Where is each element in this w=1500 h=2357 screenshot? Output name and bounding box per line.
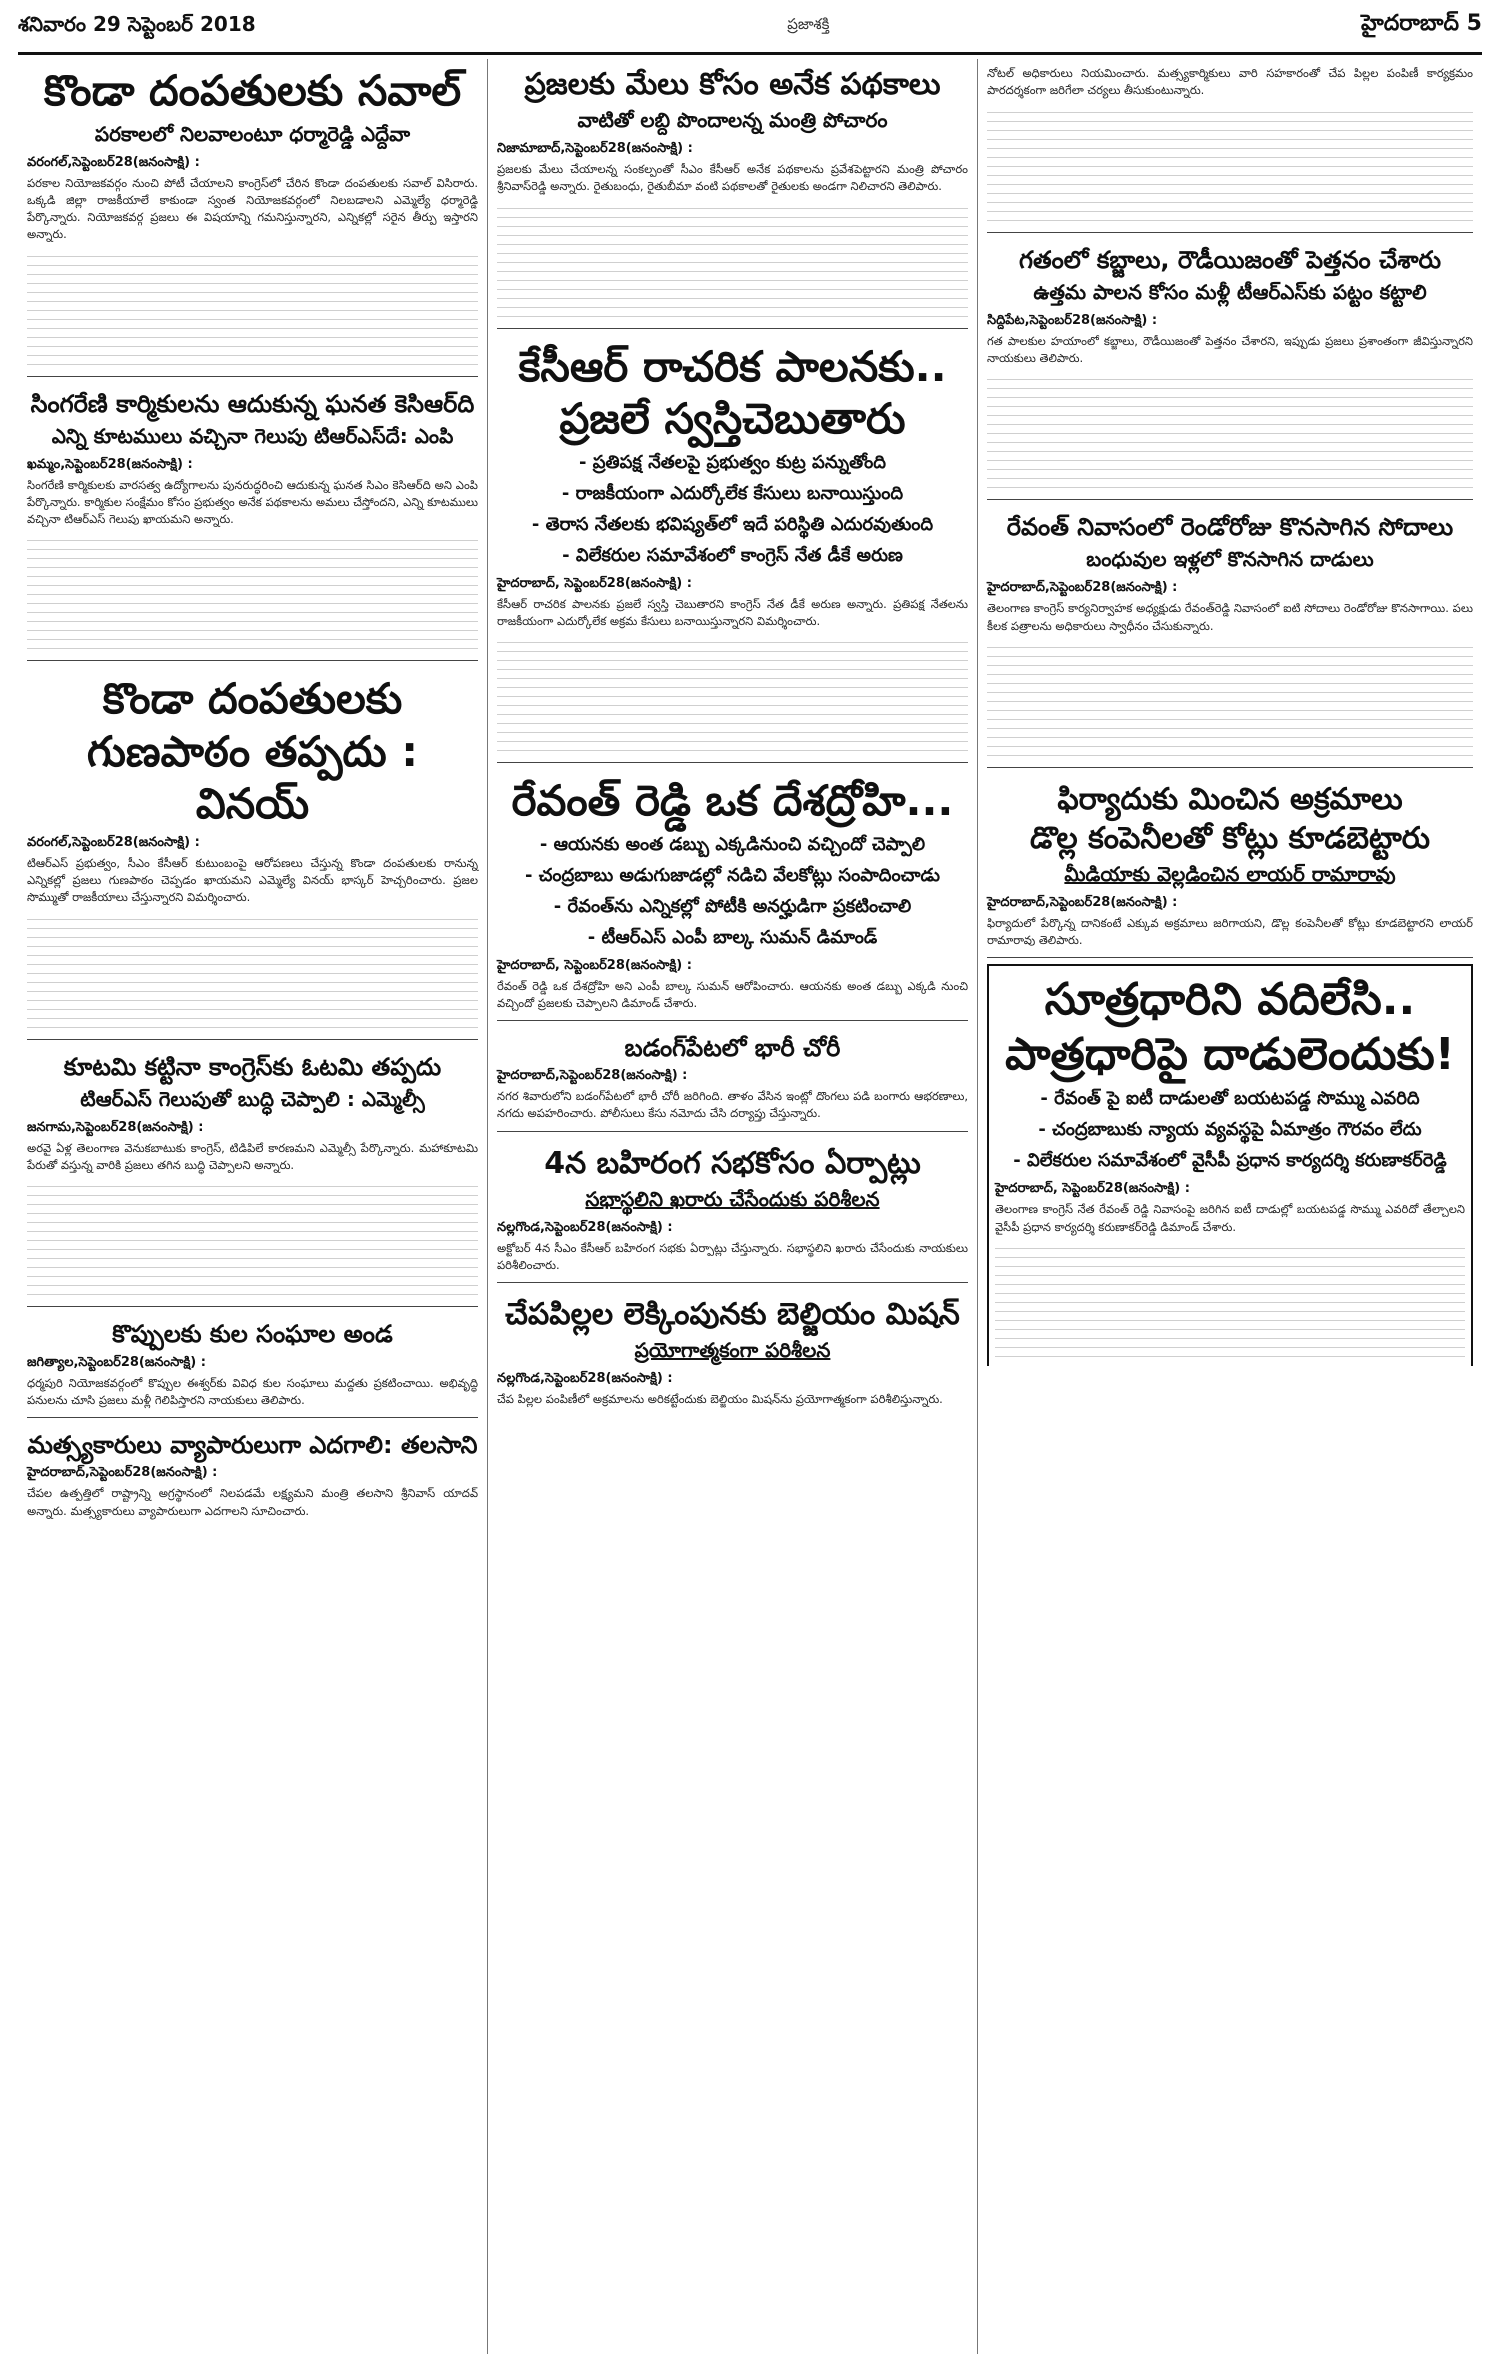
article-body: నగర శివారులోని బడంగ్‌పేటలో భారీ చోరీ జరిగింది. తాళం వేసిన ఇంట్లో దొంగలు పడి బంగారు ఆభరణాలు, నగదు అపహరించారు. పోలీసులు కేసు నమోదు చేసి దర్యాప్తు చేస్తున్నారు. (497, 1089, 968, 1121)
headline: కూటమి కట్టినా కాంగ్రెస్‌కు ఓటమి తప్పదు (63, 1052, 442, 1081)
text-block (27, 911, 478, 1031)
text-block (987, 104, 1473, 224)
article-body: ఫిర్యాదులో పేర్కొన్న దానికంటే ఎక్కువ అక్రమాలు జరిగాయని, డొల్ల కంపెనీలతో కోట్లు కూడబెట్టారని లాయర్ రామారావు తెలిపారు. (987, 915, 1473, 948)
article (497, 59, 968, 329)
text-block (995, 1240, 1465, 1360)
subheadline: సభాస్థలిని ఖరారు చేసేందుకు పరిశీలన (585, 1186, 880, 1211)
article-body: పరకాల నియోజకవర్గం నుంచి పోటీ చేయాలని కాంగ్రెస్‌లో చేరిన కొండా దంపతులకు సవాల్ విసిరారు. ఒక్కడి జిల్లా రాజకీయాలే కాకుండా స్వంత నియోజకవర్గంలో నిలబడాలని ఎమ్మెల్యే ధర్మారెడ్డి పేర్కొన్నారు. నియోజకవర్గ ప్రజలు ఈ విషయాన్ని గమనిస్తున్నారని, ఎన్నికల్లో సరైన తీర్పు ఇస్తారని అన్నారు. (27, 175, 478, 242)
article-body: తెలంగాణ కాంగ్రెస్ కార్యనిర్వాహక అధ్యక్షుడు రేవంత్‌రెడ్డి నివాసంలో ఐటి సోదాలు రెండోరోజు కొనసాగాయి. పలు కీలక పత్రాలను అధికారులు స్వాధీనం చేసుకున్నారు. (987, 601, 1473, 633)
bullet-point: - రేవంత్ పై ఐటీ దాడులతో బయటపడ్డ సొమ్ము ఎవరిది (1040, 1088, 1420, 1110)
bullet-point: - తెరాస నేతలకు భవిష్యత్‌లో ఇదే పరిస్థితి ఎదురవుతుంది (531, 513, 934, 535)
article (27, 667, 478, 1039)
headline: ప్రజలకు మేలు కోసం అనేక పథకాలు (524, 67, 941, 102)
article-body: నోటల్ అధికారులు నియమించారు. మత్స్యకార్మికులు వారి సహకారంతో చేప పిల్లల పంపిణీ కార్యక్రమం పారదర్శకంగా జరిగేలా చర్యలు తీసుకుంటున్నారు. (987, 66, 1473, 98)
headline: బడంగ్‌పేటలో భారీ చోరీ (624, 1034, 841, 1062)
article-body: ప్రజలకు మేలు చేయాలన్న సంకల్పంతో సీఎం కేసీఆర్ అనేక పథకాలను ప్రవేశపెట్టారని మంత్రి పోచారం శ్రీనివాస్‌రెడ్డి అన్నారు. రైతుబంధు, రైతుబీమా వంటి పథకాలతో రైతులకు అండగా నిలిచారని తెలిపారు. (497, 162, 968, 194)
headline: రేవంత్ రెడ్డి ఒక దేశద్రోహి... (511, 776, 954, 825)
article (987, 774, 1473, 959)
article (497, 1138, 968, 1284)
dateline: హైదరాబాద్,సెప్టెంబర్28(జనంసాక్షి) : (27, 1465, 218, 1481)
headline: 4న బహిరంగ సభకోసం ఏర్పాట్లు (544, 1145, 921, 1181)
bullet-point: - ప్రతిపక్ష నేతలపై ప్రభుత్వం కుట్ర పన్నుతోంది (579, 451, 886, 473)
dateline: నల్లగొండ,సెప్టెంబర్28(జనంసాక్షి) : (497, 1219, 673, 1235)
bullet-point: - ఆయనకు అంత డబ్బు ఎక్కడినుంచి వచ్చిందో చెప్పాలి (539, 833, 926, 855)
article-continuation (987, 59, 1473, 233)
dateline: జగిత్యాల,సెప్టెంబర్28(జనంసాక్షి) : (27, 1354, 206, 1370)
subheadline: వాటితో లబ్ది పొందాలన్న మంత్రి పోచారం (577, 108, 888, 132)
edition-page: హైదరాబాద్ 5 (1361, 11, 1482, 36)
article (27, 1424, 478, 1528)
article-body: అక్టోబర్ 4న సీఎం కేసీఆర్ బహిరంగ సభకు ఏర్పాట్లు చేస్తున్నారు. సభాస్థలిని ఖరారు చేసేందుకు నాయకులు పరిశీలించారు. (497, 1240, 968, 1272)
article (27, 1313, 478, 1418)
article (987, 964, 1473, 1366)
dateline: నిజామాబాద్,సెప్టెంబర్28(జనంసాక్షి) : (497, 141, 693, 156)
text-block (497, 200, 968, 320)
subheadline: ప్రయోగాత్మకంగా పరిశీలన (634, 1338, 831, 1363)
bullet-point: - విలేకరుల సమావేశంలో కాంగ్రెస్ నేత డీకే అరుణ (562, 544, 903, 566)
dateline: నల్లగొండ,సెప్టెంబర్28(జనంసాక్షి) : (497, 1371, 673, 1387)
dateline: హైదరాబాద్, సెప్టెంబర్28(జనంసాక్షి) : (497, 957, 692, 973)
article-body: టిఆర్‌ఎస్ ప్రభుత్వం, సీఎం కేసీఆర్ కుటుంబంపై ఆరోపణలు చేస్తున్న కొండా దంపతులకు రానున్న ఎన్నికల్లో ప్రజలు గుణపాఠం చెప్పడం ఖాయమని ఎమ్మెల్యే వినయ్ భాస్కర్ హెచ్చరించారు. ప్రజల సొమ్ముతో రాజకీయాలు చేస్తున్నారని విమర్శించారు. (27, 855, 478, 905)
dateline: హైదరాబాద్,సెప్టెంబర్28(జనంసాక్షి) : (497, 1068, 688, 1084)
subheadline: డొల్ల కంపెనీలతో కోట్లు కూడబెట్టారు (1030, 820, 1430, 856)
text-block (497, 634, 968, 754)
subheadline: ఉత్తమ పాలన కోసం మళ్లీ టీఆర్ఎస్‌కు పట్టం కట్టాలి (1033, 279, 1427, 304)
column-middle (488, 59, 978, 2354)
article (27, 1046, 478, 1308)
issue-date: శనివారం 29 సెప్టెంబర్ 2018 (18, 11, 256, 36)
bullet-list (995, 1088, 1465, 1175)
bullet-point: - విలేకరుల సమావేశంలో వైసీపీ ప్రధాన కార్యదర్శి కరుణాకర్‌రెడ్డి (1013, 1150, 1447, 1172)
headline: సూత్రధారిని వదిలేసి.. పాత్రధారిపై దాడులెందుకు! (1005, 974, 1455, 1081)
subheadline: టిఆర్‌ఎస్ గెలుపుతో బుద్ధి చెప్పాలి : ఎమ్మెల్సీ (80, 1086, 425, 1111)
article-body: కేసీఆర్ రాచరిక పాలనకు ప్రజలే స్వస్తి చెబుతారని కాంగ్రెస్ నేత డీకే అరుణ అన్నారు. ప్రతిపక్ష నేతలను రాజకీయంగా ఎదుర్కోలేక అక్రమ కేసులు బనాయిస్తున్నారని విమర్శించారు. (497, 596, 968, 628)
dateline: హైదరాబాద్,సెప్టెంబర్28(జనంసాక్షి) : (987, 894, 1178, 910)
headline: కొండా దంపతులకు గుణపాఠం తప్పదు : వినయ్ (86, 674, 419, 829)
text-block (27, 1178, 478, 1298)
article-body: చేప పిల్లల పంపిణీలో అక్రమాలను అరికట్టేందుకు బెల్జియం మిషన్‌ను ప్రయోగాత్మకంగా పరిశీలిస్తున్నారు. (497, 1392, 943, 1407)
dateline: హైదరాబాద్, సెప్టెంబర్28(జనంసాక్షి) : (497, 575, 692, 591)
headline: కొప్పులకు కుల సంఘాల అండ (112, 1320, 393, 1349)
bullet-point: - రాజకీయంగా ఎదుర్కోలేక కేసులు బనాయిస్తుంది (561, 482, 904, 504)
article-body: అరవై ఏళ్ల తెలంగాణ వెనుకబాటుకు కాంగ్రెస్, టిడిపిలే కారణమని ఎమ్మెల్సీ పేర్కొన్నారు. మహాకూటమి పేరుతో వస్తున్న వారికి ప్రజలు తగిన బుద్ధి చెప్పాలని అన్నారు. (27, 1140, 478, 1173)
article (987, 239, 1473, 501)
article (497, 1027, 968, 1132)
bullet-list (497, 452, 968, 570)
headline: కేసీఆర్ రాచరిక పాలనకు.. ప్రజలే స్వస్తిచెబుతారు (518, 341, 947, 443)
article (27, 383, 478, 662)
article (497, 1289, 968, 1416)
headline: చేపపిల్లల లెక్కింపునకు బెల్జియం మిషన్ (505, 1297, 960, 1333)
dateline: వరంగల్,సెప్టెంబర్28(జనంసాక్షి) : (27, 834, 200, 850)
text-block (987, 639, 1473, 759)
bullet-point: - టీఆర్ఎస్ ఎంపీ బాల్క సుమన్ డిమాండ్ (587, 926, 878, 948)
headline: రేవంత్ నివాసంలో రెండోరోజు కొనసాగిన సోదాలు (1006, 513, 1454, 542)
article-body: ధర్మపురి నియోజకవర్గంలో కొప్పుల ఈశ్వర్‌కు వివిధ కుల సంఘాలు మద్దతు ప్రకటించాయి. అభివృద్ధి పనులను చూసి ప్రజలు మళ్లీ గెలిపిస్తారని నాయకులు తెలిపారు. (27, 1375, 478, 1407)
columns (18, 59, 1482, 2354)
article (27, 59, 478, 377)
column-left (18, 59, 488, 2354)
headline: కొండా దంపతులకు సవాల్ (43, 66, 462, 115)
text-block (27, 532, 478, 652)
bullet-list (497, 834, 968, 952)
dateline: జనగామ,సెప్టెంబర్28(జనంసాక్షి) : (27, 1119, 204, 1135)
column-right (978, 59, 1482, 2354)
dateline: హైదరాబాద్, సెప్టెంబర్28(జనంసాక్షి) : (995, 1181, 1190, 1197)
bullet-point: - చంద్రబాబుకు న్యాయ వ్యవస్థపై ఏమాత్రం గౌరవం లేదు (1038, 1119, 1422, 1141)
subheadline: బంధువుల ఇళ్లలో కొనసాగిన దాడులు (1086, 547, 1374, 572)
text-block (27, 248, 478, 368)
headline: సింగరేణి కార్మికులను ఆదుకున్న ఘనత కెసిఆర్‌ది (30, 389, 475, 418)
text-block (987, 371, 1473, 491)
subheadline: పరకాలలో నిలవాలంటూ ధర్మారెడ్డి ఎద్దేవా (94, 121, 411, 146)
bullet-point: - చంద్రబాబు అడుగుజాడల్లో నడిచి వేలకోట్లు సంపాదించాడు (524, 864, 940, 886)
subheadline: ఎన్ని కూటములు వచ్చినా గెలుపు టిఆర్‌ఎస్‌దే: ఎంపి (51, 423, 454, 448)
headline: గతంలో కబ్జాలు, రౌడీయిజంతో పెత్తనం చేశారు (1018, 245, 1442, 274)
dateline: హైదరాబాద్,సెప్టెంబర్28(జనంసాక్షి) : (987, 580, 1178, 596)
article-body: సింగరేణి కార్మికులకు వారసత్వ ఉద్యోగాలను పునరుద్ధరించి ఆదుకున్న ఘనత సిఎం కెసిఆర్‌ది అని ఎంపి పేర్కొన్నారు. కార్మికుల సంక్షేమం కోసం ప్రభుత్వం అనేక పథకాలను అమలు చేస్తోందని, ఎన్ని కూటములు వచ్చినా టిఆర్‌ఎస్ గెలుపు ఖాయమని అన్నారు. (27, 477, 478, 527)
bullet-point: - రేవంత్‌ను ఎన్నికల్లో పోటీకి అనర్హుడిగా ప్రకటించాలి (553, 895, 912, 917)
headline: ఫిర్యాదుకు మించిన అక్రమాలు (1057, 781, 1403, 817)
article (497, 769, 968, 1021)
headline: మత్స్యకారులు వ్యాపారులుగా ఎదగాలి: తలసాని (27, 1431, 478, 1460)
masthead (18, 0, 1482, 55)
article-body: గత పాలకుల హయాంలో కబ్జాలు, రౌడీయిజంతో పెత్తనం చేశారని, ఇప్పుడు ప్రజలు ప్రశాంతంగా జీవిస్తున్నారని నాయకులు తెలిపారు. (987, 333, 1473, 365)
article (987, 506, 1473, 768)
article (497, 335, 968, 764)
article-body: రేవంత్ రెడ్డి ఒక దేశద్రోహి అని ఎంపీ బాల్క సుమన్ ఆరోపించారు. ఆయనకు అంత డబ్బు ఎక్కడి నుంచి వచ్చిందో ప్రజలకు చెప్పాలని డిమాండ్ చేశారు. (497, 978, 968, 1010)
dateline: ఖమ్మం,సెప్టెంబర్28(జనంసాక్షి) : (27, 456, 193, 472)
dateline: వరంగల్,సెప్టెంబర్28(జనంసాక్షి) : (27, 154, 200, 170)
article-body: తెలంగాణ కాంగ్రెస్ నేత రేవంత్ రెడ్డి నివాసంపై జరిగిన ఐటీ దాడుల్లో బయటపడ్డ సొమ్ము ఎవరిదో తేల్చాలని వైసీపీ ప్రధాన కార్యదర్శి కరుణాకర్‌రెడ్డి డిమాండ్ చేశారు. (995, 1202, 1465, 1234)
publication-name: ప్రజాశక్తి (787, 15, 830, 33)
dateline: సిద్దిపేట,సెప్టెంబర్28(జనంసాక్షి) : (987, 312, 1158, 328)
article-body: చేపల ఉత్పత్తిలో రాష్ట్రాన్ని అగ్రస్థానంలో నిలపడమే లక్ష్యమని మంత్రి తలసాని శ్రీనివాస్ యాదవ్ అన్నారు. మత్స్యకారులు వ్యాపారులుగా ఎదగాలని సూచించారు. (27, 1486, 478, 1518)
kicker: మీడియాకు వెల్లడించిన లాయర్ రామారావు (1064, 861, 1396, 886)
